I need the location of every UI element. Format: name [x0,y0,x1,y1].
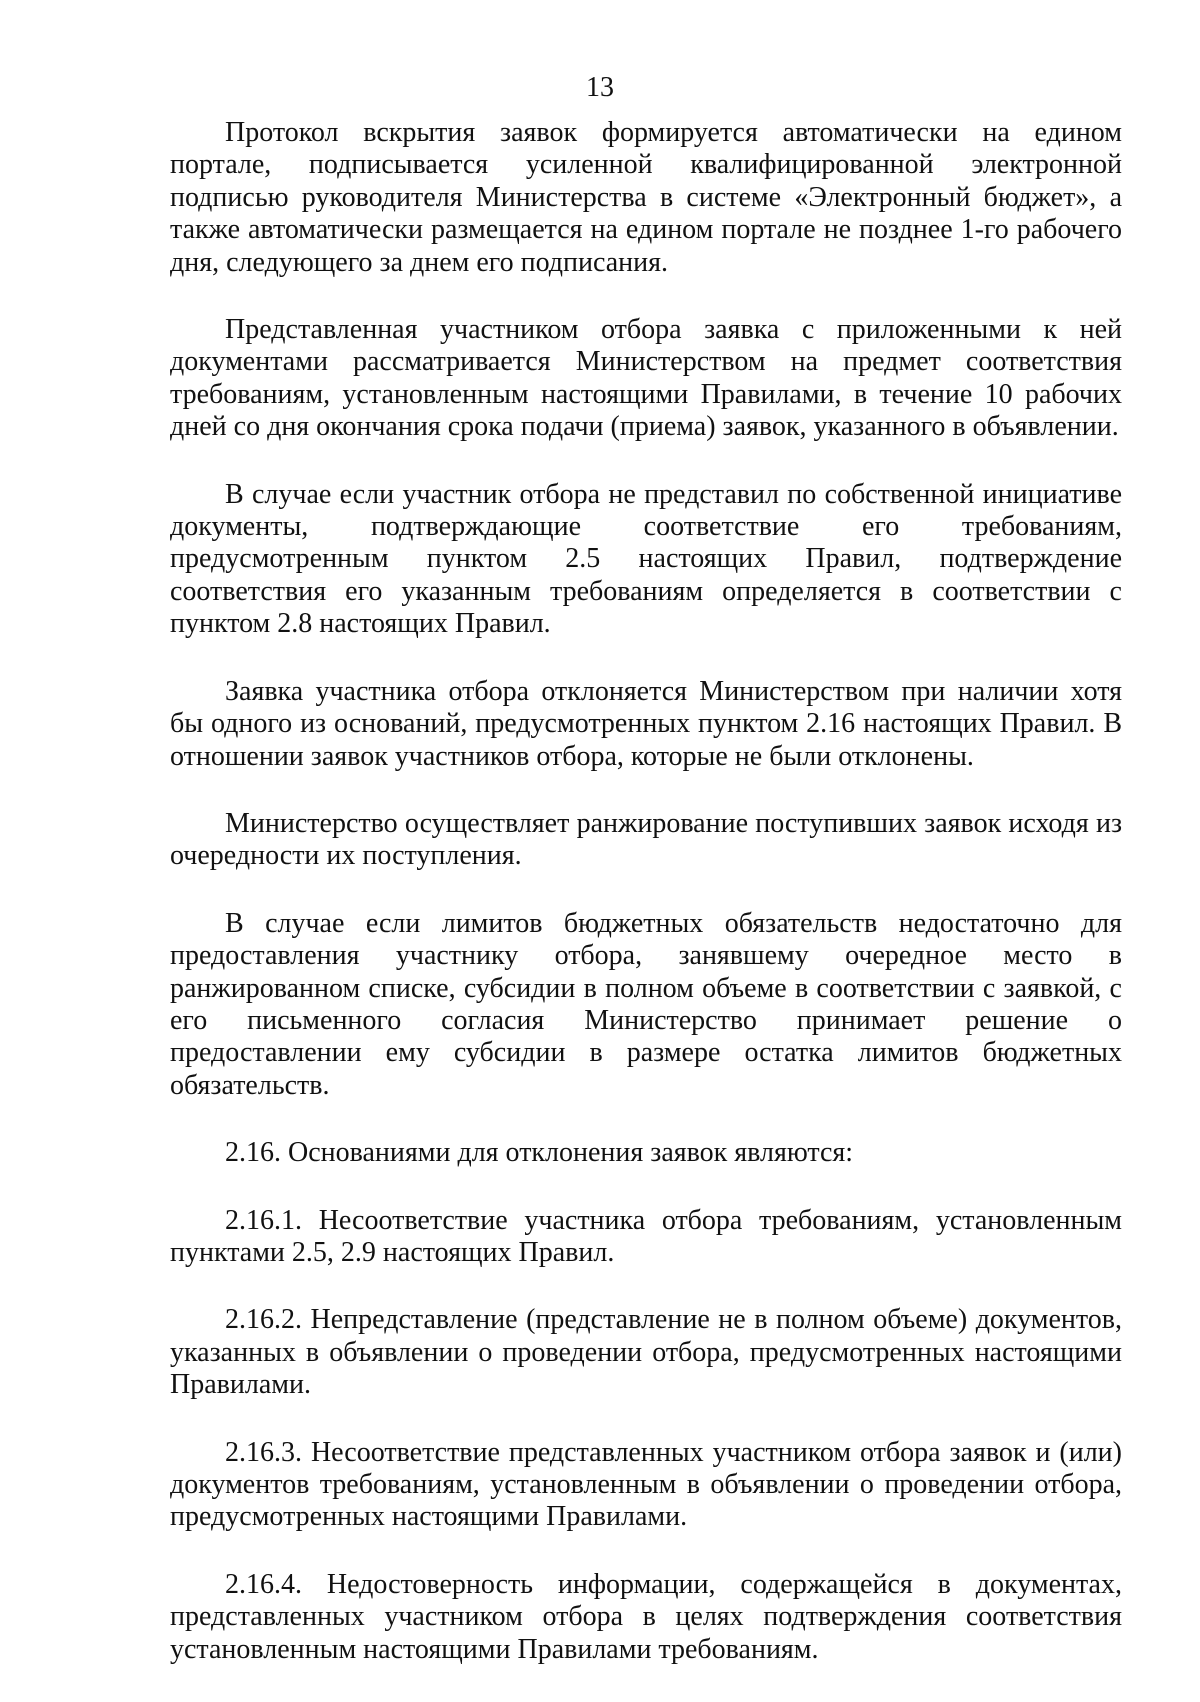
document-body [170,117,1122,1666]
paragraph-application-rejection: Заявка участника отбора отклоняется Министерством при наличии хотя бы одного из оснований, предусмотренных пунктом 2.16 настоящих Правил. В отношении заявок участников отбора, которые не были отклонены. [170,675,1122,772]
paragraph-insufficient-limits: В случае если лимитов бюджетных обязательств недостаточно для предоставления участнику отбора, занявшему очередное место в ранжированном списке, субсидии в полном объеме в соответствии с заявкой, с его письменного согласия Министерство принимает решение о предоставлении ему субсидии в размере остатка лимитов бюджетных обязательств. [170,907,1122,1101]
paragraph-documents-not-submitted: В случае если участник отбора не представил по собственной инициативе документы, подтверждающие соответствие его требованиям, предусмотренным пунктом 2.5 настоящих Правил, подтверждение соответствия его указанным требованиям определяется в соответствии с пунктом 2.8 настоящих Правил. [170,478,1122,640]
paragraph-protocol-opening: Протокол вскрытия заявок формируется автоматически на едином портале, подписывается усиленной квалифицированной электронной подписью руководителя Министерства в системе «Электронный бюджет», а также автоматически размещается на едином портале не позднее 1-го рабочего дня, следующего за днем его подписания. [170,117,1122,278]
paragraph-ranking: Министерство осуществляет ранжирование поступивших заявок исходя из очередности их поступления. [170,807,1122,872]
paragraph-2-16-2: 2.16.2. Непредставление (представление не в полном объеме) документов, указанных в объявлении о проведении отбора, предусмотренных настоящими Правилами. [170,1304,1122,1401]
paragraph-2-16-heading: 2.16. Основаниями для отклонения заявок являются: [225,1137,854,1169]
paragraph-2-16-3: 2.16.3. Несоответствие представленных участником отбора заявок и (или) документов требованиям, установленным в объявлении о проведении отбора, предусмотренных настоящими Правилами. [170,1436,1122,1533]
paragraph-2-16-4: 2.16.4. Недостоверность информации, содержащейся в документах, представленных участником отбора в целях подтверждения соответствия установленным настоящими Правилами требованиям. [170,1568,1122,1665]
paragraph-2-16-1: 2.16.1. Несоответствие участника отбора требованиям, установленным пунктами 2.5, 2.9 настоящих Правил. [170,1204,1122,1268]
paragraph-application-review: Представленная участником отбора заявка с приложенными к ней документами рассматривается Министерством на предмет соответствия требованиям, установленным настоящими Правилами, в течение 10 рабочих дней со дня окончания срока подачи (приема) заявок, указанного в объявлении. [170,314,1122,443]
page-number: 13 [586,72,614,103]
